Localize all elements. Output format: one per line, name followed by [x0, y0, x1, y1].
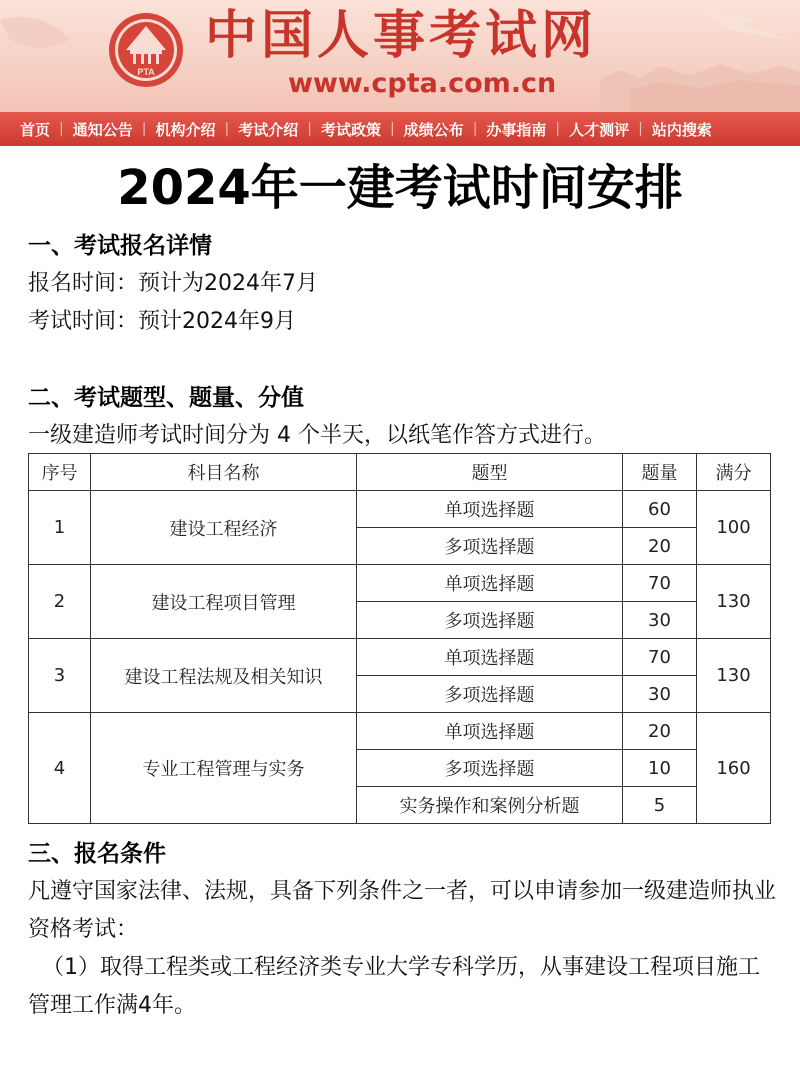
question-type: 多项选择题: [357, 750, 623, 787]
site-url[interactable]: www.cpta.com.cn: [288, 68, 557, 99]
section3-heading: 三、报名条件: [28, 841, 166, 867]
nav-separator: |: [555, 121, 561, 137]
question-type: 单项选择题: [357, 491, 623, 528]
question-count: 5: [623, 787, 697, 824]
question-type: 实务操作和案例分析题: [357, 787, 623, 824]
question-count: 60: [623, 491, 697, 528]
full-score: 100: [697, 491, 771, 565]
col-header-count: 题量: [623, 454, 697, 491]
nav-item-notices[interactable]: 通知公告: [72, 120, 133, 139]
site-name[interactable]: 中国人事考试网: [205, 6, 598, 66]
nav-separator: |: [638, 121, 643, 137]
subject-no: 1: [29, 491, 91, 565]
full-score: 130: [697, 639, 771, 713]
exam-table: [28, 453, 771, 824]
question-count: 30: [623, 676, 697, 713]
nav-separator: |: [389, 121, 395, 137]
table-header-row: [29, 454, 771, 491]
subject-no: 4: [29, 713, 91, 824]
nav-item-assessment[interactable]: 人才测评: [569, 120, 630, 139]
page-title: 2024年一建考试时间安排: [117, 160, 683, 216]
col-header-no: 序号: [29, 454, 91, 491]
subject-no: 3: [29, 639, 91, 713]
question-type: 单项选择题: [357, 565, 623, 602]
section1-heading: 一、考试报名详情: [28, 233, 212, 259]
question-count: 70: [623, 639, 697, 676]
logo-text: PTA: [137, 67, 155, 77]
nav-separator: |: [307, 121, 312, 137]
question-count: 20: [623, 713, 697, 750]
site-banner: [0, 0, 800, 112]
question-count: 70: [623, 565, 697, 602]
eligibility-condition-1: （1）取得工程类或工程经济类专业大学专科学历，从事建设工程项目施工管理工作满4年。: [28, 955, 760, 1018]
subject-no: 2: [29, 565, 91, 639]
subject-name: 建设工程经济: [91, 491, 357, 565]
question-count: 20: [623, 528, 697, 565]
nav-item-policy[interactable]: 考试政策: [320, 120, 381, 139]
nav-separator: |: [224, 121, 230, 137]
subject-name: 建设工程法规及相关知识: [91, 639, 357, 713]
question-count: 10: [623, 750, 697, 787]
table-row: [29, 565, 771, 602]
col-header-type: 题型: [357, 454, 623, 491]
exam-time: 考试时间：预计2024年9月: [28, 309, 296, 334]
nav-separator: |: [472, 121, 478, 137]
subject-name: 建设工程项目管理: [91, 565, 357, 639]
nav-separator: |: [59, 121, 64, 137]
question-type: 多项选择题: [357, 602, 623, 639]
nav-item-about[interactable]: 机构介绍: [155, 120, 216, 139]
nav-separator: |: [141, 121, 147, 137]
full-score: 130: [697, 565, 771, 639]
nav-item-search[interactable]: 站内搜索: [651, 120, 712, 139]
main-nav: [0, 112, 800, 146]
col-header-full: 满分: [697, 454, 771, 491]
nav-item-exams[interactable]: 考试介绍: [238, 120, 299, 139]
col-header-subject: 科目名称: [91, 454, 357, 491]
eligibility-intro: 凡遵守国家法律、法规，具备下列条件之一者，可以申请参加一级建造师执业资格考试：: [28, 879, 777, 942]
subject-name: 专业工程管理与实务: [91, 713, 357, 824]
registration-time: 报名时间：预计为2024年7月: [28, 271, 318, 296]
table-row: [29, 639, 771, 676]
question-type: 多项选择题: [357, 528, 623, 565]
nav-item-results[interactable]: 成绩公布: [403, 120, 464, 139]
question-count: 30: [623, 602, 697, 639]
table-row: [29, 713, 771, 750]
pta-logo-icon[interactable]: [106, 10, 186, 90]
nav-item-guide[interactable]: 办事指南: [486, 120, 547, 139]
question-type: 单项选择题: [357, 713, 623, 750]
nav-item-home[interactable]: 首页: [20, 120, 51, 139]
section2-intro: 一级建造师考试时间分为 4 个半天，以纸笔作答方式进行。: [28, 423, 606, 448]
section2-heading: 二、考试题型、题量、分值: [28, 385, 304, 411]
question-type: 多项选择题: [357, 676, 623, 713]
table-row: [29, 491, 771, 528]
full-score: 160: [697, 713, 771, 824]
question-type: 单项选择题: [357, 639, 623, 676]
